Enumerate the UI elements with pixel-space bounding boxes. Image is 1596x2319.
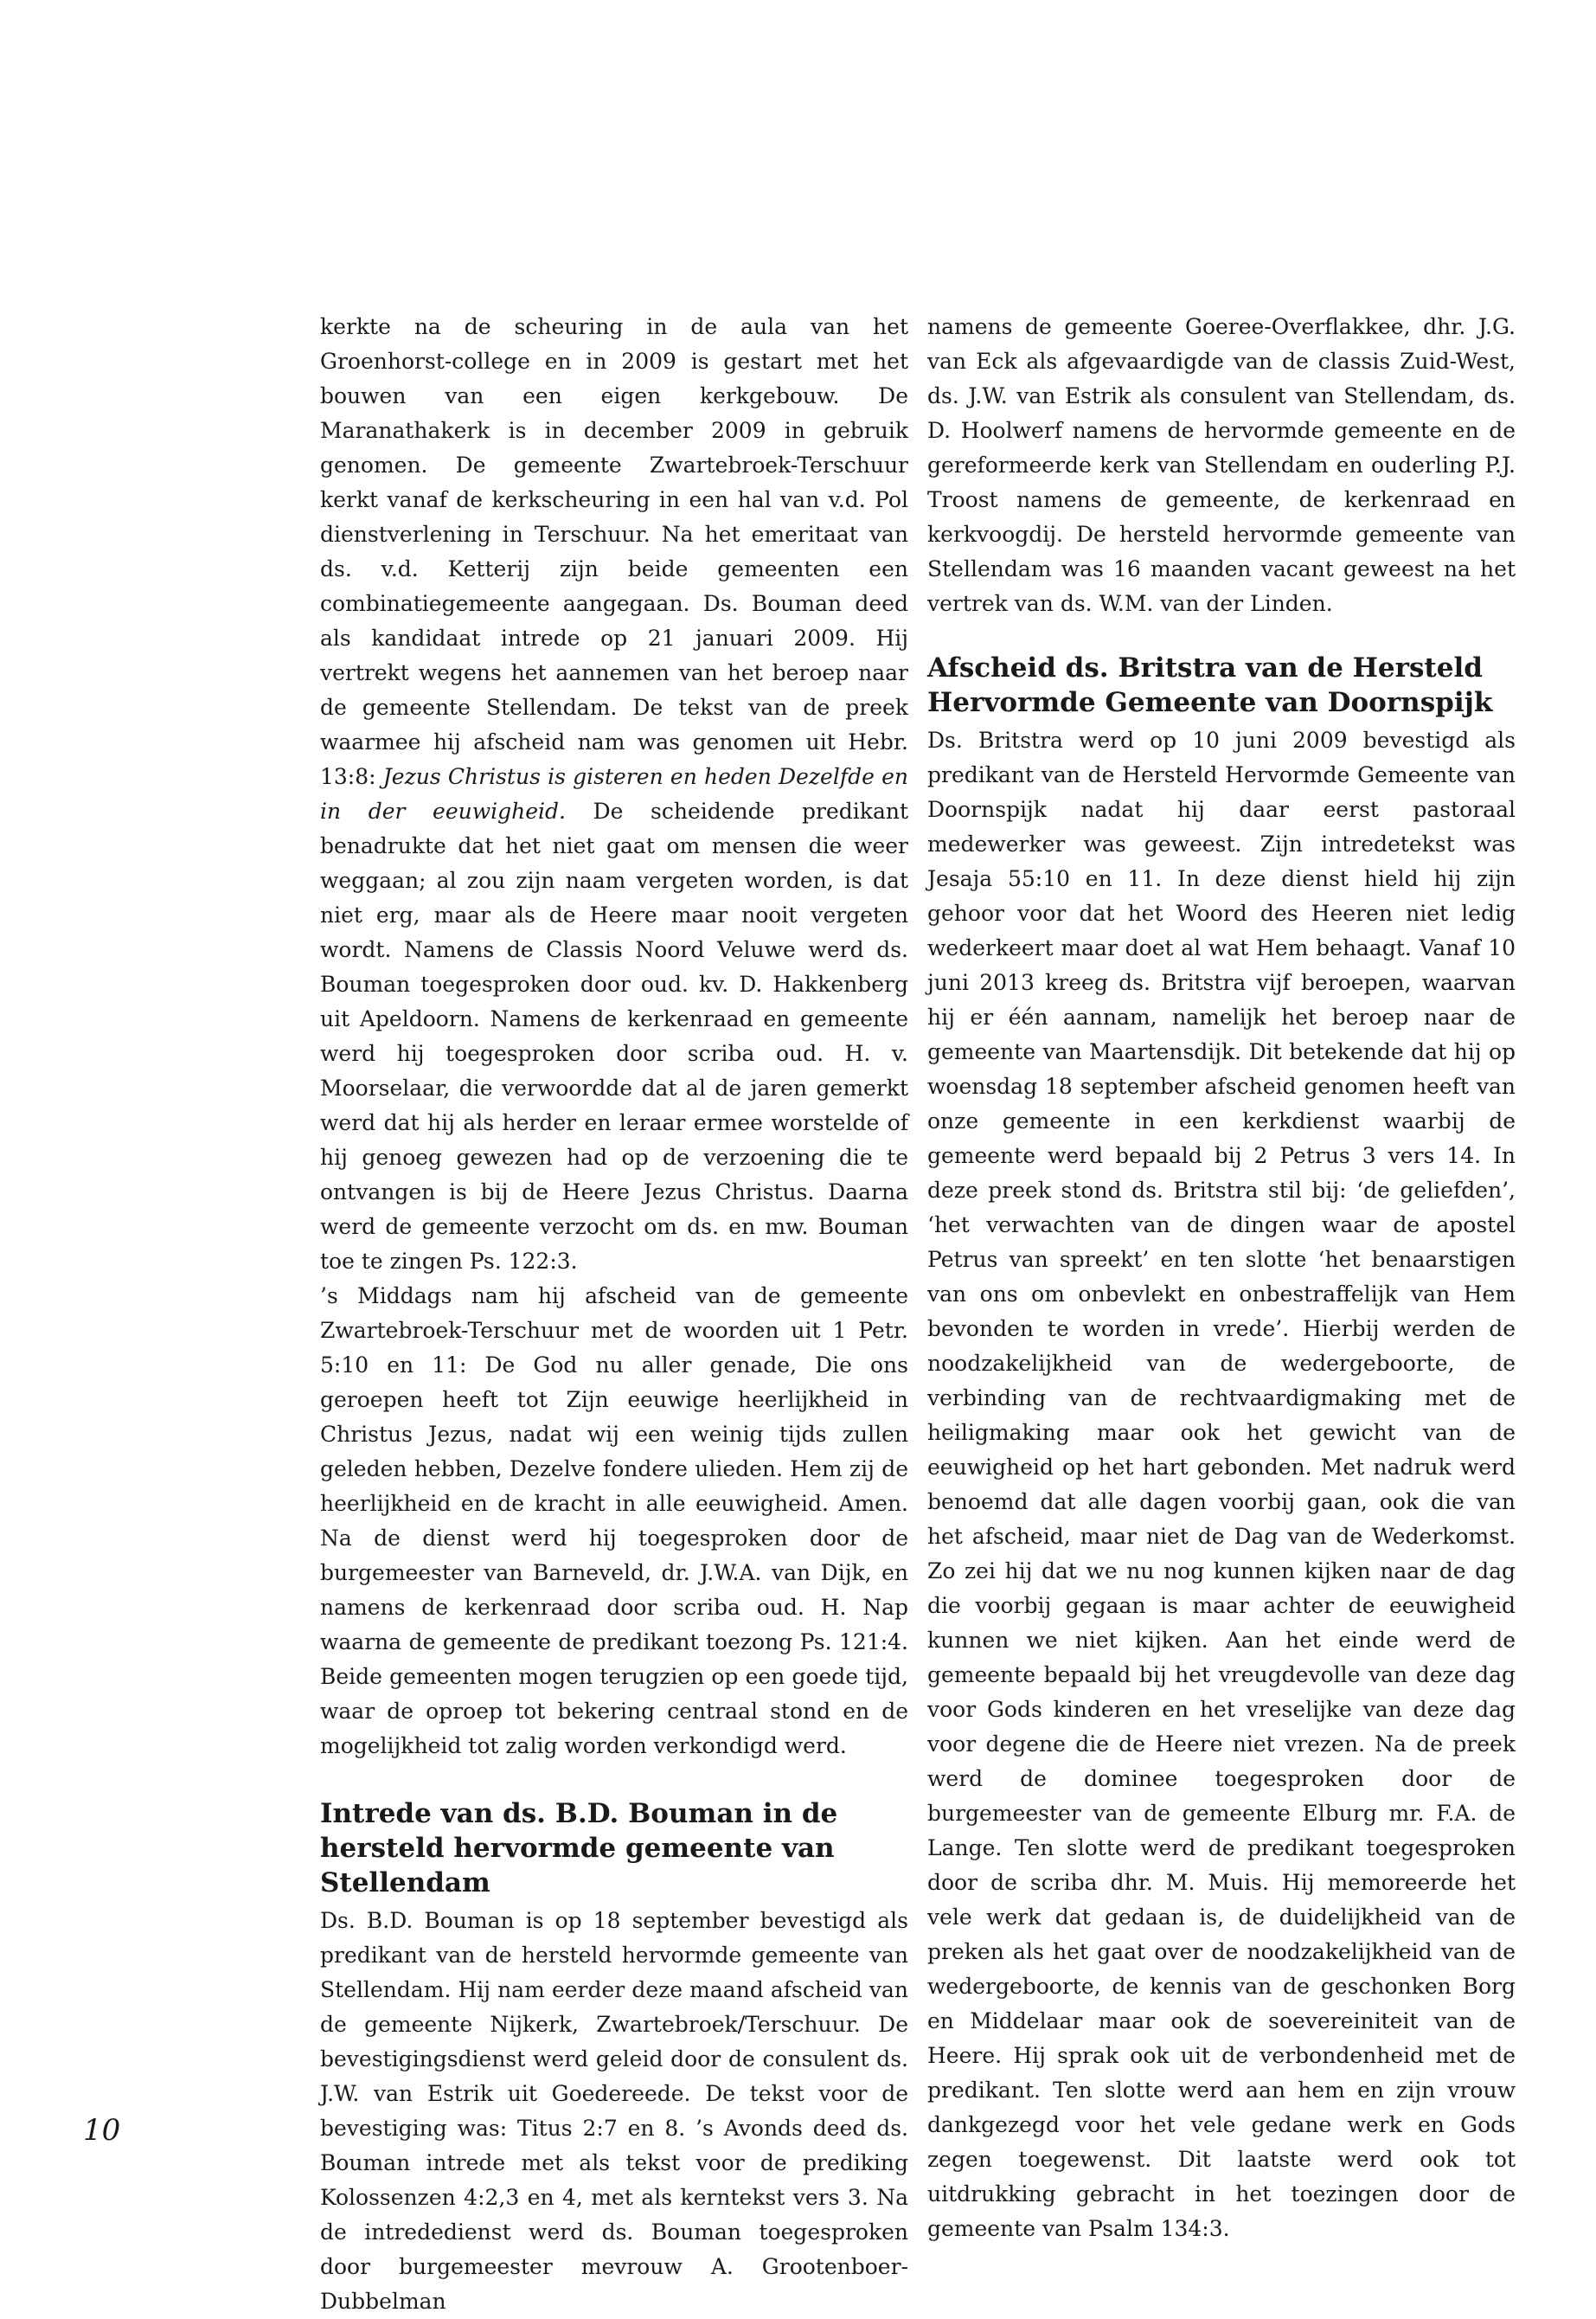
left-paragraph-2: ’s Middags nam hij afscheid van de gemeente Zwartebroek-Terschuur met de woorden uit 1 Petr. 5:10 en 11: De God nu aller genade, Die ons geroepen heeft tot Zijn eeuwige heerlijkheid in Christus Jezus, nadat wij een weinig tijds zullen geleden hebben, Dezelve fondere ulieden. Hem zij de heerlijkheid en de kracht in alle eeuwigheid. Amen. Na de dienst werd hij toegesproken door de burgemeester van Barneveld, dr. J.W.A. van Dijk, en namens de kerkenraad door scriba oud. H. Nap waarna de gemeente de predikant toezong Ps. 121:4. Beide gemeenten mogen terugzien op een goede tijd, waar de oproep tot bekering centraal stond en de mogelijkheid tot zalig worden verkondigd werd.: [320, 1283, 908, 1758]
right-paragraph-2: Ds. Britstra werd op 10 juni 2009 bevestigd als predikant van de Hersteld Hervormde Gemeente van Doornspijk nadat hij daar eerst pastoraal medewerker was geweest. Zijn intredetekst was Jesaja 55:10 en 11. In deze dienst hield hij zijn gehoor voor dat het Woord des Heeren niet ledig wederkeert maar doet al wat Hem behaagt. Vanaf 10 juni 2013 kreeg ds. Britstra vijf beroepen, waarvan hij er één aannam, namelijk het beroep naar de gemeente van Maartensdijk. Dit betekende dat hij op woensdag 18 september afscheid genomen heeft van onze gemeente in een kerkdienst waarbij de gemeente werd bepaald bij 2 Petrus 3 vers 14. In deze preek stond ds. Britstra stil bij: ‘de geliefden’, ‘het verwachten van de dingen waar de apostel Petrus van spreekt’ en ten slotte ‘het benaarstigen van ons om onbevlekt en onbestraffelijk van Hem bevonden te worden in vrede’. Hierbij werden de noodzakelijkheid van de wedergeboorte, de verbinding van de rechtvaardigmaking met de heiligmaking maar ook het gewicht van de eeuwigheid op het hart gebonden. Met nadruk werd benoemd dat alle dagen voorbij gaan, ook die van het afscheid, maar niet de Dag van de Wederkomst. Zo zei hij dat we nu nog kunnen kijken naar de dag die voorbij gegaan is maar achter de eeuwigheid kunnen we niet kijken. Aan het einde werd de gemeente bepaald bij het vreugdevolle van deze dag voor Gods kinderen en het vreselijke van deze dag voor degene die de Heere niet vrezen. Na de preek werd de dominee toegesproken door de burgemeester van de gemeente Elburg mr. F.A. de Lange. Ten slotte werd de predikant toegesproken door de scriba dhr. M. Muis. Hij memoreerde het vele werk dat gedaan is, de duidelijkheid van de preken als het gaat over de noodzakelijkheid van de wedergeboorte, de kennis van de geschonken Borg en Middelaar maar ook de soevereiniteit van de Heere. Hij sprak ook uit de verbondenheid met de predikant. Ten slotte werd aan hem en zijn vrouw dankgezegd voor het vele gedane werk en Gods zegen toegewenst. Dit laatste werd ook tot uitdrukking gebracht in het toezingen door de gemeente van Psalm 134:3.: [927, 728, 1516, 2241]
page-number: 10: [83, 2113, 121, 2148]
section-heading-intrede: Intrede van ds. B.D. Bouman in de hersteld hervormde gemeente van Stellendam: [320, 1798, 838, 1898]
left-paragraph-1: kerkte na de scheuring in de aula van het Groenhorst-college en in 2009 is gestart met het bouwen van een eigen kerkgebouw. De Maranathakerk is in december 2009 in gebruik genomen. De gemeente Zwartebroek-Terschuur kerkt vanaf de kerkscheuring in een hal van v.d. Pol dienstverlening in Terschuur. Na het emeritaat van ds. v.d. Ketterij zijn beide gemeenten een combinatiegemeente aangegaan. Ds. Bouman deed als kandidaat intrede op 21 januari 2009. Hij vertrekt wegens het aannemen van het beroep naar de gemeente Stellendam. De tekst van de preek waarmee hij afscheid nam was genomen uit Hebr. 13:8: Jezus Christus is gisteren en heden Dezelfde en in der eeuwigheid. De scheidende predikant benadrukte dat het niet gaat om mensen die weer weggaan; al zou zijn naam vergeten worden, is dat niet erg, maar als de Heere maar nooit vergeten wordt. Namens de Classis Noord Veluwe werd ds. Bouman toegesproken door oud. kv. D. Hakkenberg uit Apeldoorn. Namens de kerkenraad en gemeente werd hij toegesproken door scriba oud. H. v. Moorselaar, die verwoordde dat al de jaren gemerkt werd dat hij als herder en leraar ermee worstelde of hij genoeg gewezen had op de verzoening die te ontvangen is bij de Heere Jezus Christus. Daarna werd de gemeente verzocht om ds. en mw. Bouman toe te zingen Ps. 122:3.: [320, 314, 908, 1274]
scripture-quote: Jezus Christus is gisteren en heden Dezelfde en in der eeuwigheid.: [320, 764, 908, 824]
left-paragraph-3: Ds. B.D. Bouman is op 18 september bevestigd als predikant van de hersteld hervormde gemeente van Stellendam. Hij nam eerder deze maand afscheid van de gemeente Nijkerk, Zwartebroek/Terschuur. De bevestigingsdienst werd geleid door de consulent ds. J.W. van Estrik uit Goedereede. De tekst voor de bevestiging was: Titus 2:7 en 8. ’s Avonds deed ds. Bouman intrede met als tekst voor de prediking Kolossenzen 4:2,3 en 4, met als kerntekst vers 3. Na de intrededienst werd ds. Bouman toegesproken door burgemeester mevrouw A. Grootenboer-Dubbelman: [320, 1908, 908, 2314]
section-heading-afscheid: Afscheid ds. Britstra van de Hersteld Hervormde Gemeente van Doornspijk: [927, 652, 1493, 718]
left-column: [320, 310, 908, 2319]
right-column: [927, 310, 1516, 2246]
right-paragraph-1: namens de gemeente Goeree-Overflakkee, dhr. J.G. van Eck als afgevaardigde van de classis Zuid-West, ds. J.W. van Estrik als consulent van Stellendam, ds. D. Hoolwerf namens de hervormde gemeente en de gereformeerde kerk van Stellendam en ouderling P.J. Troost namens de gemeente, de kerkenraad en kerkvoogdij. De hersteld hervormde gemeente van Stellendam was 16 maanden vacant geweest na het vertrek van ds. W.M. van der Linden.: [927, 314, 1516, 616]
